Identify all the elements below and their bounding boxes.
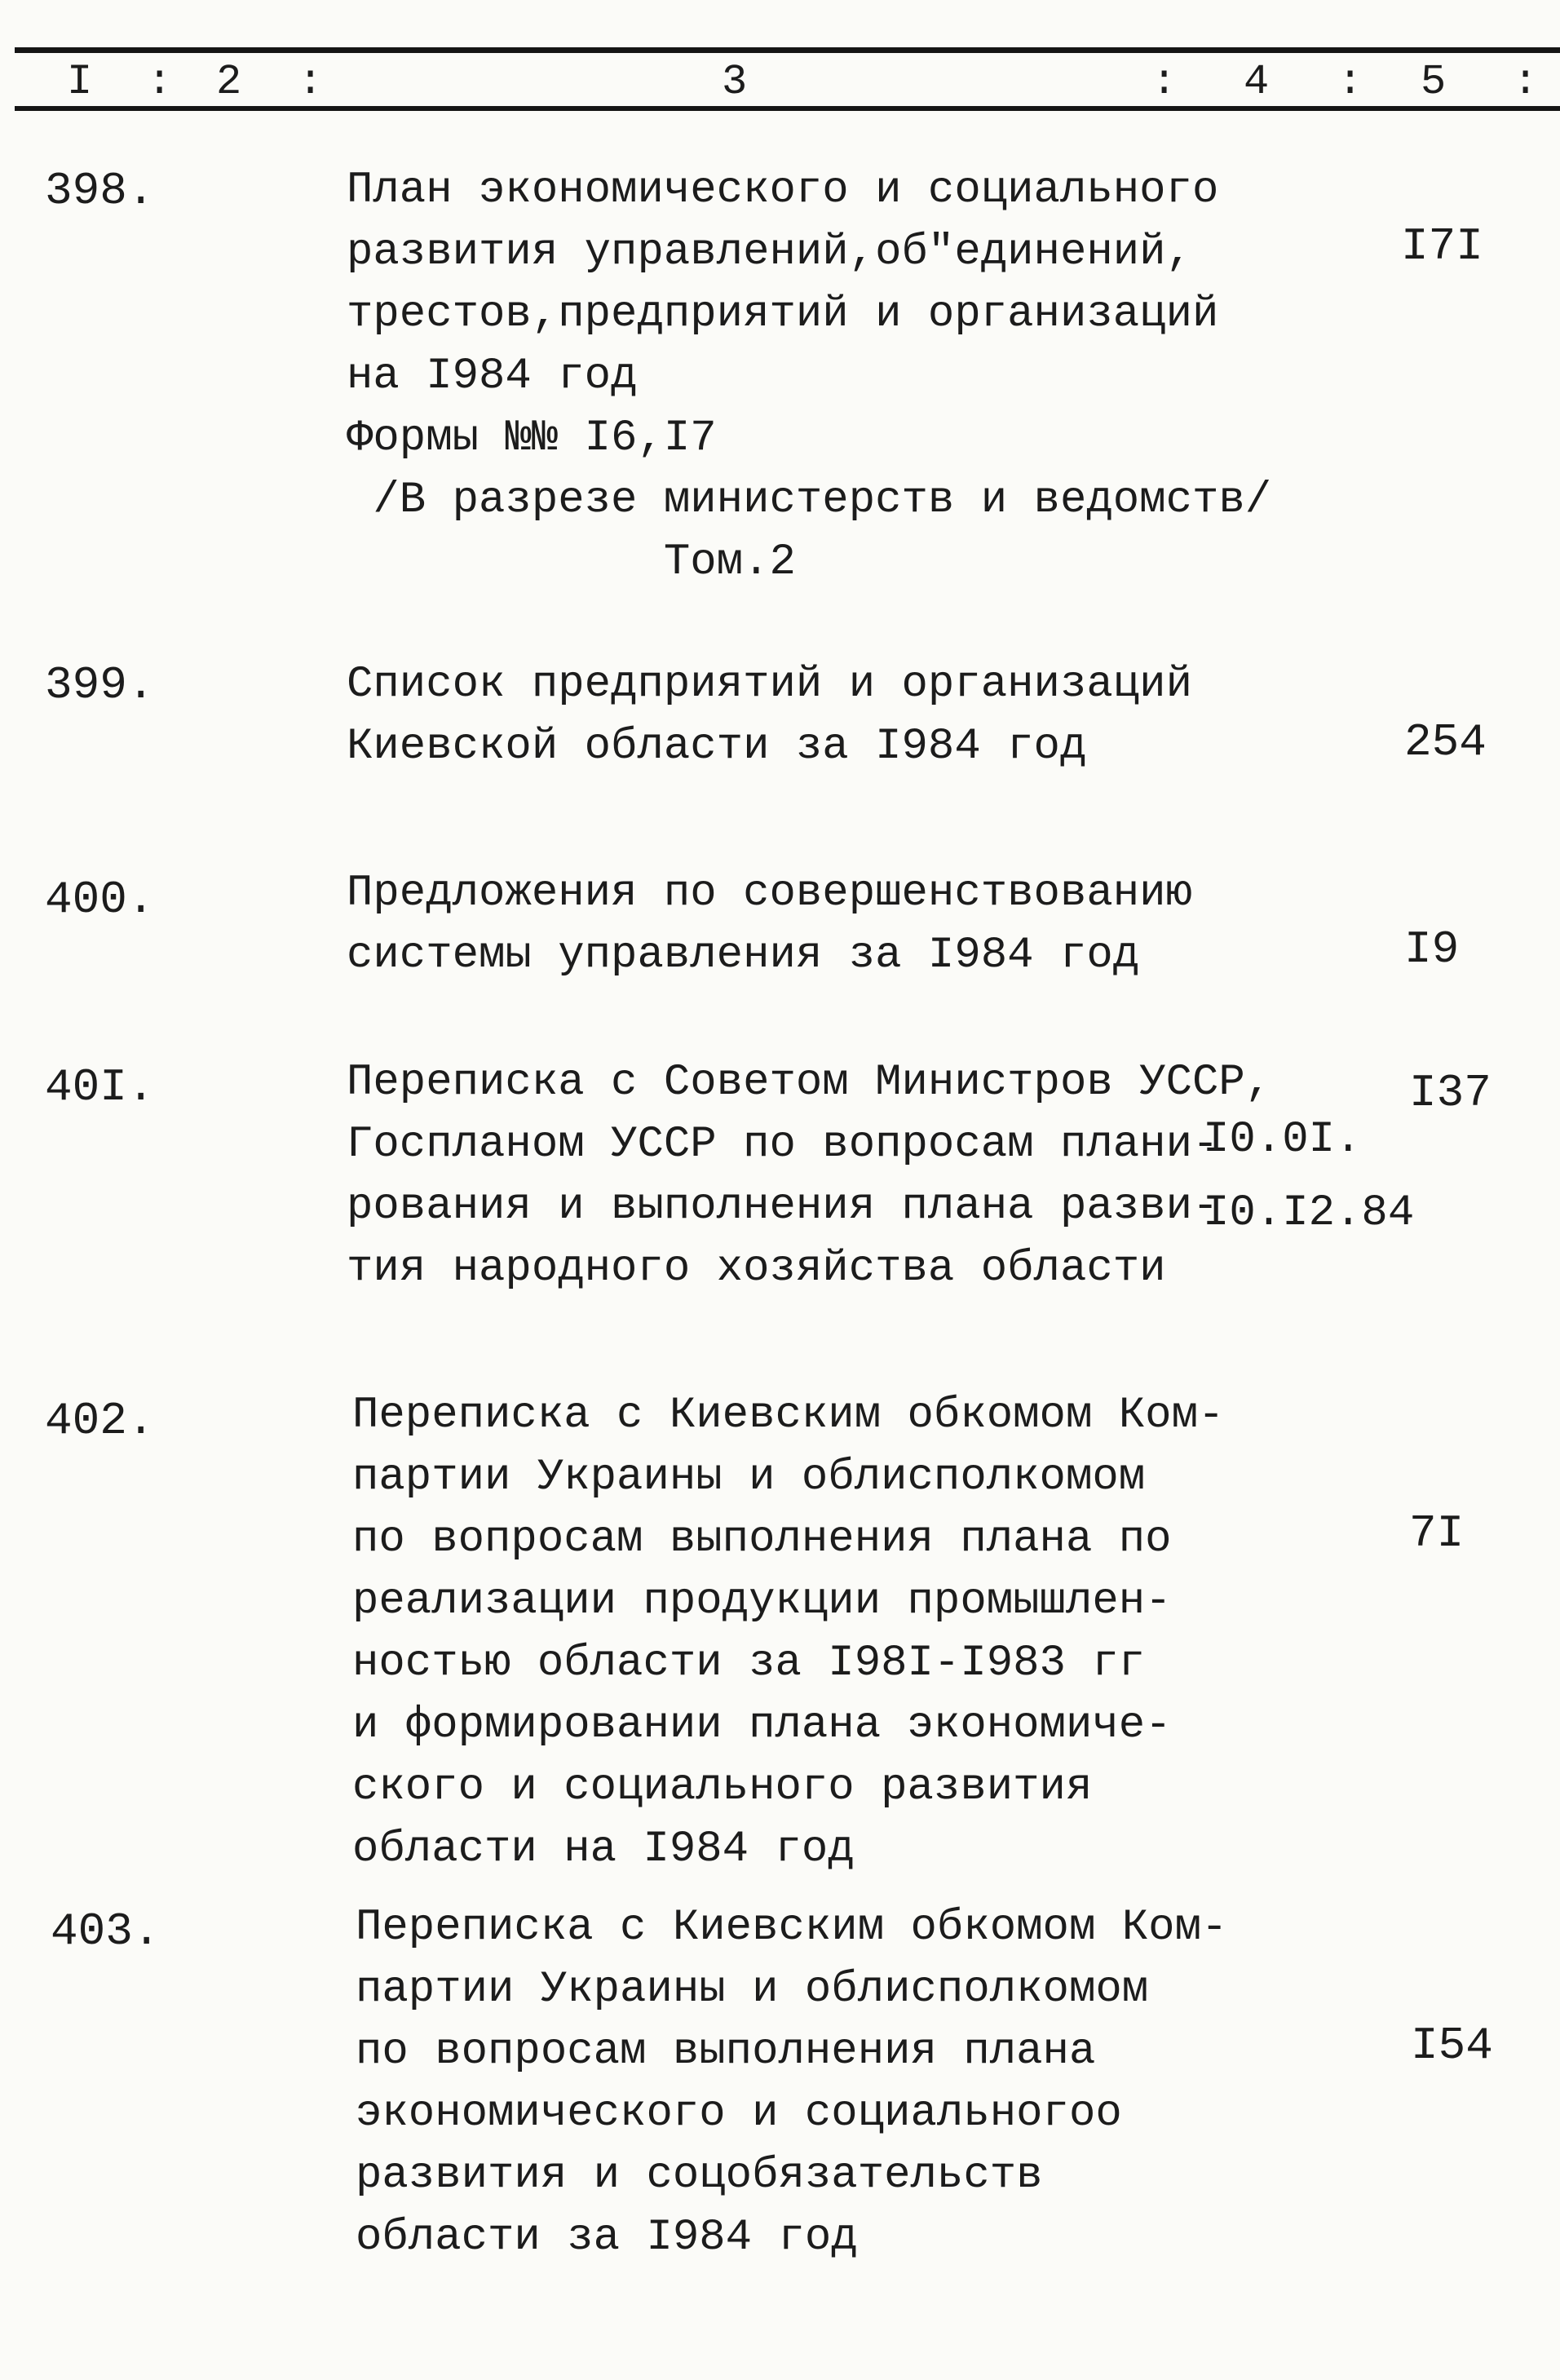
- entry-sheet-count: I7I: [1401, 220, 1483, 272]
- column-header-5: 5: [1421, 58, 1447, 106]
- entry-title-line: Список предприятий и организаций: [347, 660, 1192, 710]
- entry-title-line: развития управлений,об"единений,: [347, 228, 1192, 277]
- entry-title-line: на I984 год: [347, 352, 638, 401]
- column-separator: :: [1151, 58, 1178, 106]
- entry-number: 402.: [45, 1395, 155, 1447]
- column-header-2: 2: [216, 58, 242, 106]
- entry-title-line: реализации продукции промышлен-: [352, 1577, 1172, 1626]
- entry-title-line: рования и выполнения плана разви-: [347, 1182, 1219, 1232]
- entry-date-end: I0.I2.84: [1203, 1188, 1415, 1238]
- header-top-rule: [15, 47, 1560, 53]
- entry-title-line: развития и соцобязательств: [356, 2151, 1043, 2201]
- entry-title-line: Переписка с Киевским обкомом Ком-: [352, 1391, 1225, 1440]
- entry-title-line: партии Украины и облисполкомом: [356, 1965, 1149, 2015]
- entry-title-line: по вопросам выполнения плана по: [352, 1515, 1172, 1564]
- entry-title-line: и формировании плана экономиче-: [352, 1701, 1172, 1750]
- entry-title-line: /В разрезе министерств и ведомств/: [347, 476, 1272, 525]
- entry-number: 40I.: [45, 1061, 155, 1113]
- entry-title-line: области на I984 год: [352, 1825, 855, 1874]
- entry-title-line: тия народного хозяйства области: [347, 1244, 1166, 1294]
- entry-title-line: Киевской области за I984 год: [347, 722, 1087, 772]
- entry-title: [347, 654, 1192, 778]
- entry-sheet-count: 254: [1404, 716, 1487, 768]
- entry-title-line: трестов,предприятий и организаций: [347, 290, 1219, 339]
- entry-title-line: партии Украины и облисполкомом: [352, 1453, 1146, 1502]
- entry-title-line: Предложения по совершенствованию: [347, 869, 1192, 918]
- column-separator: :: [1337, 58, 1363, 106]
- entry-title-line: области за I984 год: [356, 2213, 858, 2263]
- column-header-3: 3: [722, 58, 748, 106]
- entry-number: 398.: [45, 165, 155, 217]
- entry-title-line: Формы №№ I6,I7: [347, 414, 717, 463]
- entry-title-line: Переписка с Советом Министров УССР,: [347, 1058, 1272, 1108]
- entry-sheet-count: I9: [1404, 923, 1460, 975]
- entry-title-line: Госпланом УССР по вопросам плани-: [347, 1120, 1219, 1170]
- column-separator: :: [147, 58, 173, 106]
- entry-title: [347, 1052, 1271, 1300]
- entry-number: 403.: [51, 1905, 161, 1958]
- entry-number: 400.: [45, 874, 155, 926]
- column-header-1: I: [67, 58, 93, 106]
- entry-date-start: I0.0I.: [1203, 1115, 1362, 1165]
- entry-sheet-count: 7I: [1409, 1507, 1465, 1559]
- entry-title: [352, 1385, 1224, 1881]
- entry-sheet-count: I54: [1411, 2019, 1493, 2072]
- column-separator: :: [1513, 58, 1539, 106]
- column-separator: :: [298, 58, 324, 106]
- entry-title-line: Том.2: [347, 537, 796, 587]
- entry-date-range: [1203, 1109, 1414, 1245]
- entry-title-line: ского и социального развития: [352, 1763, 1093, 1812]
- entry-title-line: Переписка с Киевским обкомом Ком-: [356, 1903, 1228, 1953]
- header-bottom-rule: [15, 106, 1560, 111]
- entry-title: [356, 1897, 1227, 2269]
- entry-number: 399.: [45, 659, 155, 711]
- entry-title: [347, 863, 1192, 987]
- entry-title-line: экономического и социальногоо: [356, 2089, 1122, 2139]
- entry-title-line: по вопросам выполнения плана: [356, 2027, 1096, 2077]
- entry-sheet-count: I37: [1409, 1067, 1492, 1119]
- entry-title-line: ностью области за I98I-I983 гг: [352, 1639, 1146, 1688]
- entry-title-line: План экономического и социального: [347, 166, 1219, 215]
- entry-title: [347, 160, 1271, 594]
- column-header-4: 4: [1244, 58, 1270, 106]
- entry-title-line: системы управления за I984 год: [347, 931, 1140, 980]
